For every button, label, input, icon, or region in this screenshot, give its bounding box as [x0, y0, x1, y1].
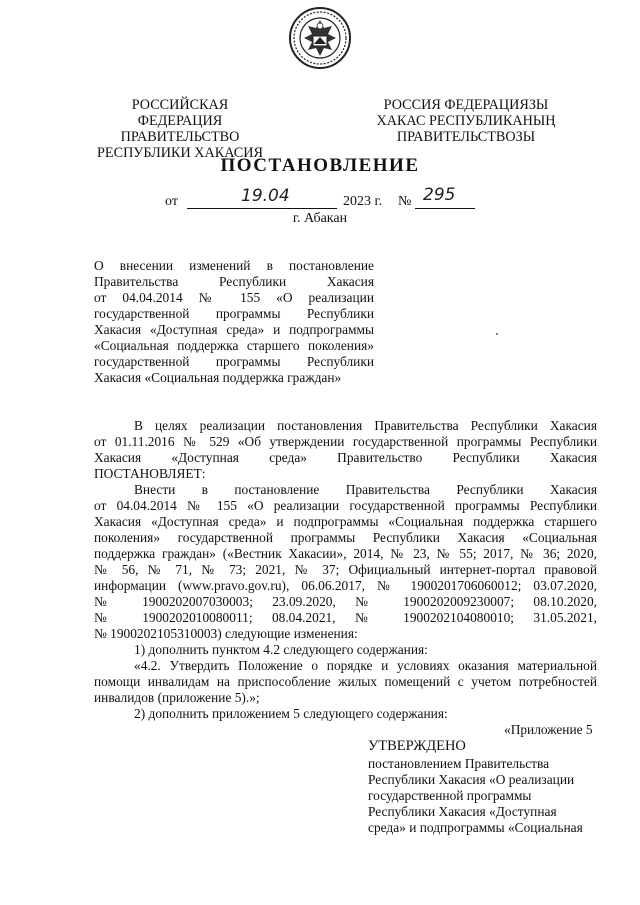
number-underline	[415, 208, 475, 209]
body-text	[94, 418, 597, 722]
header-left-line: ПРАВИТЕЛЬСТВО	[120, 129, 240, 145]
body-line: № 1900202105310003) следующие изменения:	[94, 626, 358, 641]
body-line: от 04.04.2014 № 155 «О реализации государственной программы Республики	[94, 498, 597, 513]
body-line: от 01.11.2016 № 529 «Об утверждении государственной программы Республики	[94, 434, 597, 449]
body-line: ПОСТАНОВЛЯЕТ:	[94, 466, 206, 481]
body-line: информации (www.pravo.gov.ru), 06.06.2017, № 1900201706060012; 03.07.2020,	[94, 578, 597, 593]
body-line: 2) дополнить приложением 5 следующего содержания:	[134, 706, 448, 721]
number-label: №	[398, 194, 412, 209]
header-right-line: ПРАВИТЕЛЬСТВОЗЫ	[396, 129, 536, 145]
approval-title: УТВЕРЖДЕНО	[368, 738, 466, 754]
body-line: инвалидов (приложение 5).»;	[94, 690, 260, 705]
body-line: № 1900202007030003; 23.09.2020, № 1900202009230007; 08.10.2020,	[94, 594, 597, 609]
document-title: ПОСТАНОВЛЕНИЕ	[220, 155, 420, 176]
body-line: «4.2. Утвердить Положение о порядке и условиях оказания материальной	[134, 658, 597, 673]
body-line: Хакасия «Доступная среда» и подпрограммы «Социальная поддержка старшего	[94, 514, 597, 529]
subject-line: государственной программы Республики	[94, 306, 374, 321]
body-line: поколения» государственной программы Республики Хакасия «Социальная	[94, 530, 597, 545]
subject-line: Хакасия «Доступная среда» и подпрограммы	[94, 322, 374, 337]
body-line: Хакасия «Доступная среда» Правительство Республики Хакасия	[94, 450, 597, 465]
header-right-line: РОССИЯ ФЕДЕРАЦИЯЗЫ	[383, 97, 549, 113]
subject-line: от 04.04.2014 № 155 «О реализации	[94, 290, 374, 305]
coat-of-arms-emblem	[288, 6, 352, 70]
header-left-block	[90, 97, 270, 161]
header-left-line: РЕСПУБЛИКИ ХАКАСИЯ	[97, 145, 263, 161]
subject-line: Хакасия «Социальная поддержка граждан»	[94, 370, 342, 385]
approval-line: среда» и подпрограммы «Социальная	[368, 820, 583, 835]
subject-line: О внесении изменений в постановление	[94, 258, 374, 273]
scan-speck	[496, 333, 498, 335]
approval-line: Республики Хакасия «Доступная	[368, 804, 557, 819]
date-prefix: от	[165, 194, 178, 209]
body-line: поддержка граждан» («Вестник Хакасии», 2014, № 23, № 55; 2017, № 36; 2020,	[94, 546, 597, 561]
header-right-block	[366, 97, 566, 145]
approval-line: Республики Хакасия «О реализации	[368, 772, 575, 787]
body-line: Внести в постановление Правительства Республики Хакасия	[134, 482, 597, 497]
handwritten-date: 19.04	[241, 186, 290, 206]
approval-line: постановлением Правительства	[368, 756, 550, 771]
body-line: 1) дополнить пунктом 4.2 следующего содержания:	[134, 642, 428, 657]
approval-line: государственной программы	[368, 788, 532, 803]
header-right-line: ХАКАС РЕСПУБЛИКАНЫҢ	[376, 113, 556, 129]
subject-line: государственной программы Республики	[94, 354, 374, 369]
body-line: помощи инвалидам на приспособление жилых помещений с учетом потребностей	[94, 674, 597, 689]
subject-block	[94, 258, 374, 386]
body-line: № 1900202010080011; 08.04.2021, № 1900202104080010; 31.05.2021,	[94, 610, 597, 625]
date-underline	[187, 208, 337, 209]
subject-line: «Социальная поддержка старшего поколения»	[94, 338, 374, 353]
body-line: В целях реализации постановления Правительства Республики Хакасия	[134, 418, 597, 433]
handwritten-number: 295	[423, 185, 456, 205]
date-year: 2023 г.	[343, 194, 383, 209]
subject-line: Правительства Республики Хакасия	[94, 274, 374, 289]
header-left-line: РОССИЙСКАЯ ФЕДЕРАЦИЯ	[131, 97, 229, 129]
body-line: № 56, № 71, № 73; 2021, № 37; Официальный интернет-портал правовой	[94, 562, 597, 577]
city-line: г. Абакан	[292, 211, 348, 226]
approval-block	[368, 738, 598, 836]
appendix-heading: «Приложение 5	[504, 722, 593, 737]
